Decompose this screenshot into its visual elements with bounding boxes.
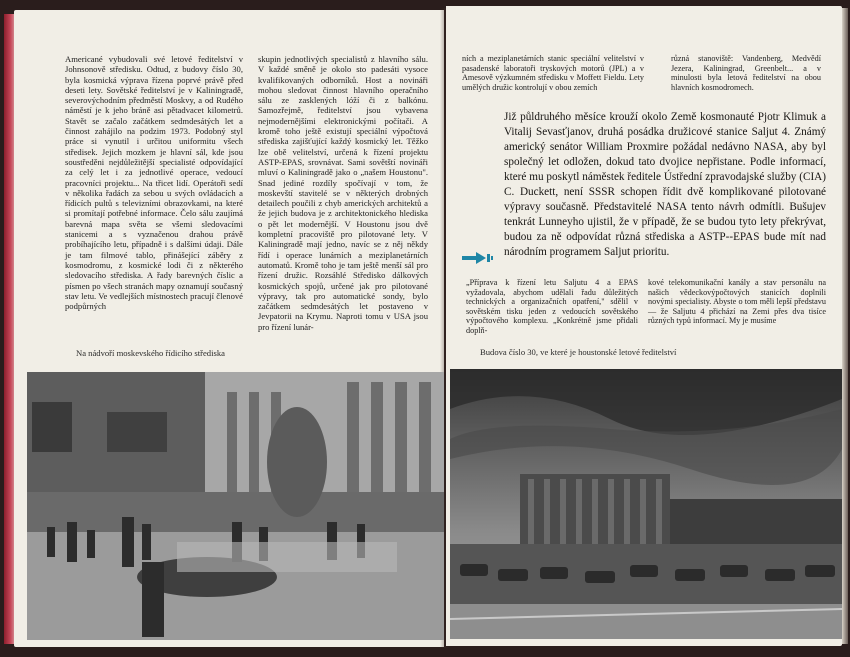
left-photo-caption: Na nádvoří moskevského řídicího střediska	[76, 348, 225, 358]
left-column-1-text: Americané vybudovali své letové ředitelství v Johnsonově středisku. Odtud, z budovy číslo 30, byla kosmická výprava řízena poprvé právě před deseti lety. Sovětské ředitelství je v Kaliningradě, severovýchodním předměstí Moskvy, a od Rudého náměstí je k jeho bráně asi pětadvacet kilometrů. Stavět se začalo začátkem sedmdesátých let a činnost zahájilo na podzim 1973. Podobný styl práce si vynutil i určitou uniformitu všech středisek. Jejich mozkem je hlavní sál, kde jsou soustředěni nejdůležitější specialisté odpovídající za celý let i za jednotlivé operace, vedoucí pracovníci projektu... Na třicet lidí. Operátoři sedí v několika řadách za sebou u svých ovládacích a řídicích pultů s televizními obrazovkami, na které si promítají potřebné informace. Čelo sálu zaujímá barevná mapa světa se všemi sledovacími stanicemi a s vyznačenou drahou právě probíhajícího letu, případně i s dalšími údaji. Dále je tam filmové tablo, přinášející záběry z kosmodromu, z kosmické lodi či z některého sledovacího střediska. A řady barevných číslic a písmen po všech stranách mapy oznamují současný stav letu. Ve vedlejších místnostech pracují členové podpůrných	[65, 54, 243, 312]
left-column-2	[258, 54, 428, 332]
courtyard-photo	[27, 372, 444, 640]
arrow-ornament-icon	[462, 251, 494, 265]
building-30-photo	[450, 369, 842, 639]
right-photo-caption: Budova číslo 30, ve které je houstonské letové ředitelství	[480, 347, 677, 357]
page-edge-right	[842, 8, 848, 644]
lead-paragraph	[504, 110, 826, 260]
left-column-1	[65, 54, 243, 311]
right-intro-column-2: různá stanoviště: Vandenberg, Medvědí Jezera, Kaliningrad, Greenbelt... a v minulosti byla letová ředitelství na obou hlavních kosmodromech.	[671, 54, 821, 92]
lead-paragraph-text: Již půldruhého měsíce krouží okolo Země kosmonauté Pjotr Klimuk a Vitalij Sevasťjanov, druhá posádka družicové stanice Saljut 4. Známý americký senátor William Proxmire požádal nedávno NASA, aby byl společný let odložen, dokud tato dvojice nepřistane. Podle informací, které mu poskytl náměstek ředitele Ústřední zpravodajské služby (CIA) C. Duckett, není SSSR schopen řídit dvě komplikované pilotované výpravy současně. Představitelé NASA tento návrh odmítli. Bušujev tenkrát Lunneyho ujistil, že v případě, že se budou tyto lety překrývat, budou za ně odpovídat různá střediska a ASTP--EPAS bude mít nad národním programem Saljut prioritu.	[504, 111, 826, 258]
right-lower-column-1: „Příprava k řízení letu Saljutu 4 a EPAS vyžadovala, abychom udělali řadu důležitých technických a organizačních opatření," sdělil v sovětském tisku jeden z vedoucích sovětského výpočtového komplexu. „Konkrétně jsme přidali doplň-	[466, 278, 638, 335]
right-intro-column-1: ních a meziplanetárních stanic speciální velitelství v pasadenské laboratoři tryskových motorů (JPL) a v Amesově výzkumném středisku v Moffett Fieldu. Lety umělých družic kontrolují v obou zemích	[462, 54, 644, 92]
right-lower-column-2: kové telekomunikační kanály a stav personálu na našich vědeckovýpočtových stanicích doplnili novými specialisty. Abyste o tom měli lepší představu — že Saljutu 4 přichází na Zemi přes dva tisíce různých typů informací. My je musíme	[648, 278, 826, 326]
left-column-2-text: skupin jednotlivých specialistů z hlavního sálu. V každé směně je okolo sto padesáti vysoce kvalifikovaných odborníků. Host a novináři mohou sledovat činnost hlavního operačního sálu ze zasklených lóží či z balkónu. Samozřejmě, ředitelství jsou vybavena nejmodernějšími elektronickými počítači. A kromě toho ještě existují speciální výpočtová střediska zajišťující každý kosmický let. Těžko lze obě velitelství, určená k řízení projektu ASTP-EPAS, srovnávat. Sami sovětští novináři mluví o Kaliningradě jako o „našem Houstonu". Snad jediné rozdíly spočívají v tom, že moskevští stavitelé se v některých drobných detailech poučili z chyb amerických architektů a že jejich budova je z architektonického hlediska o pět let modernější. V Houstonu jsou dvě kompletní pracoviště pro pilotované lety. V Kaliningradě mají jedno, navíc se z něj někdy řídí i operace lunárních a meziplanetárních automatů. Kromě toho je tam ještě menší sál pro řízení družic. Rozsáhlé Středisko dálkových kosmických spojů, určené jak pro pilotované výpravy, tak pro automatické sondy, bylo začátkem sedmdesátých let postaveno v Jevpatorii na Krymu. Naproti tomu v USA jsou pro řízení lunár-	[258, 54, 428, 332]
